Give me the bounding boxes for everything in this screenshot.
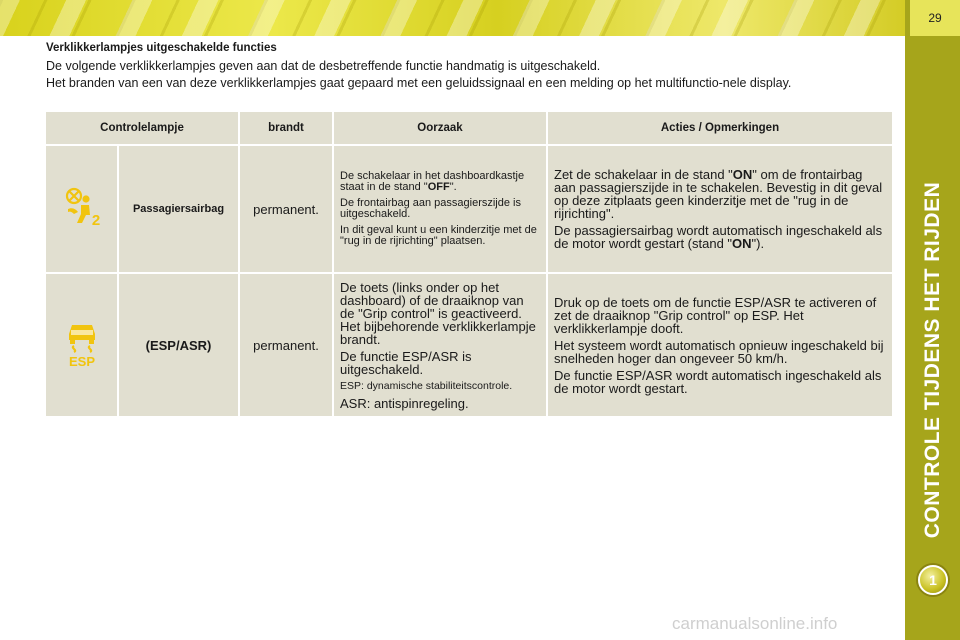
section-heading: Verklikkerlampjes uitgeschakelde functies <box>46 42 277 54</box>
cause-text: ASR: antispinregeling. <box>340 395 469 411</box>
esp-off-icon <box>60 318 104 368</box>
action-text-part: " om de frontairbag aan passagierszijde in te schakelen. Bevestig in dit geval op deze zitplaats geen kinderzitje met de "rug in de rijrichting". <box>554 167 883 221</box>
esp-icon-label: ESP <box>68 353 95 368</box>
warning-lamps-table <box>46 112 892 418</box>
action-text: De functie ESP/ASR wordt automatisch ingeschakeld als de motor wordt gestart. <box>554 367 882 396</box>
lamp-actions <box>548 274 892 418</box>
intro-block <box>46 42 894 94</box>
action-text <box>554 168 886 220</box>
cause-text-part: De schakelaar in het dashboardkastje staat in de stand " <box>340 169 525 193</box>
column-header-actions: Acties / Opmerkingen <box>548 112 892 146</box>
lamp-cause <box>334 274 548 418</box>
table-row <box>46 274 892 418</box>
action-keyword: ON <box>732 167 753 182</box>
column-header-state: brandt <box>240 112 334 146</box>
column-header-lamp: Controlelampje <box>46 112 240 146</box>
cause-keyword: OFF <box>427 181 450 193</box>
column-header-cause: Oorzaak <box>334 112 548 146</box>
lamp-state: permanent. <box>240 146 334 274</box>
action-text-part: "). <box>751 236 765 251</box>
watermark: carmanualsonline.info <box>672 614 838 633</box>
section-title: CONTROLE TIJDENS HET RIJDEN <box>921 181 944 539</box>
intro-paragraph: Het branden van een van deze verklikkerlampjes gaat gepaard met een geluidssignaal en een melding op het multifunctio-nele display. <box>46 76 792 90</box>
action-text-part: De passagiersairbag wordt automatisch ingeschakeld als de motor wordt gestart (stand " <box>554 223 883 251</box>
cause-text <box>340 171 540 194</box>
decorative-header-banner <box>0 0 905 36</box>
table-header-row <box>46 112 892 146</box>
svg-text:2: 2 <box>91 211 100 229</box>
cause-text: De frontairbag aan passagierszijde is uitgeschakeld. <box>340 196 521 220</box>
action-text: Druk op de toets om de functie ESP/ASR te activeren of zet de draaiknop "Grip control" op ESP. Het verklikkerlampje dooft. <box>554 294 877 336</box>
cause-text: De functie ESP/ASR is uitgeschakeld. <box>340 348 472 377</box>
cause-text: De toets (links onder op het dashboard) of de draaiknop van de "Grip control" is geactiveerd. Het bijbehorende verklikkerlampje brandt. <box>340 279 536 347</box>
cause-text: In dit geval kunt u een kinderzitje met de "rug in de rijrichting" plaatsen. <box>340 223 537 247</box>
intro-paragraph: De volgende verklikkerlampjes geven aan dat de desbetreffende functie handmatig is uitgeschakeld. <box>46 59 601 73</box>
action-keyword: ON <box>732 236 752 251</box>
airbag-off-icon <box>60 185 104 229</box>
lamp-name: Passagiersairbag <box>119 146 240 274</box>
lamp-actions <box>548 146 892 274</box>
lamp-name: (ESP/ASR) <box>119 274 240 418</box>
lamp-icon-cell <box>46 274 119 418</box>
action-text-part: Zet de schakelaar in de stand " <box>554 167 733 182</box>
chapter-number-badge: 1 <box>918 565 948 595</box>
action-text: Het systeem wordt automatisch opnieuw ingeschakeld bij snelheden hoger dan ongeveer 50 km/h. <box>554 337 884 366</box>
cause-text: ESP: dynamische stabiliteitscontrole. <box>340 379 513 392</box>
lamp-state: permanent. <box>240 274 334 418</box>
cause-text-part: ". <box>449 181 457 193</box>
action-text <box>554 224 886 250</box>
lamp-icon-cell <box>46 146 119 274</box>
lamp-cause <box>334 146 548 274</box>
page-number: 29 <box>910 0 960 36</box>
table-row <box>46 146 892 274</box>
